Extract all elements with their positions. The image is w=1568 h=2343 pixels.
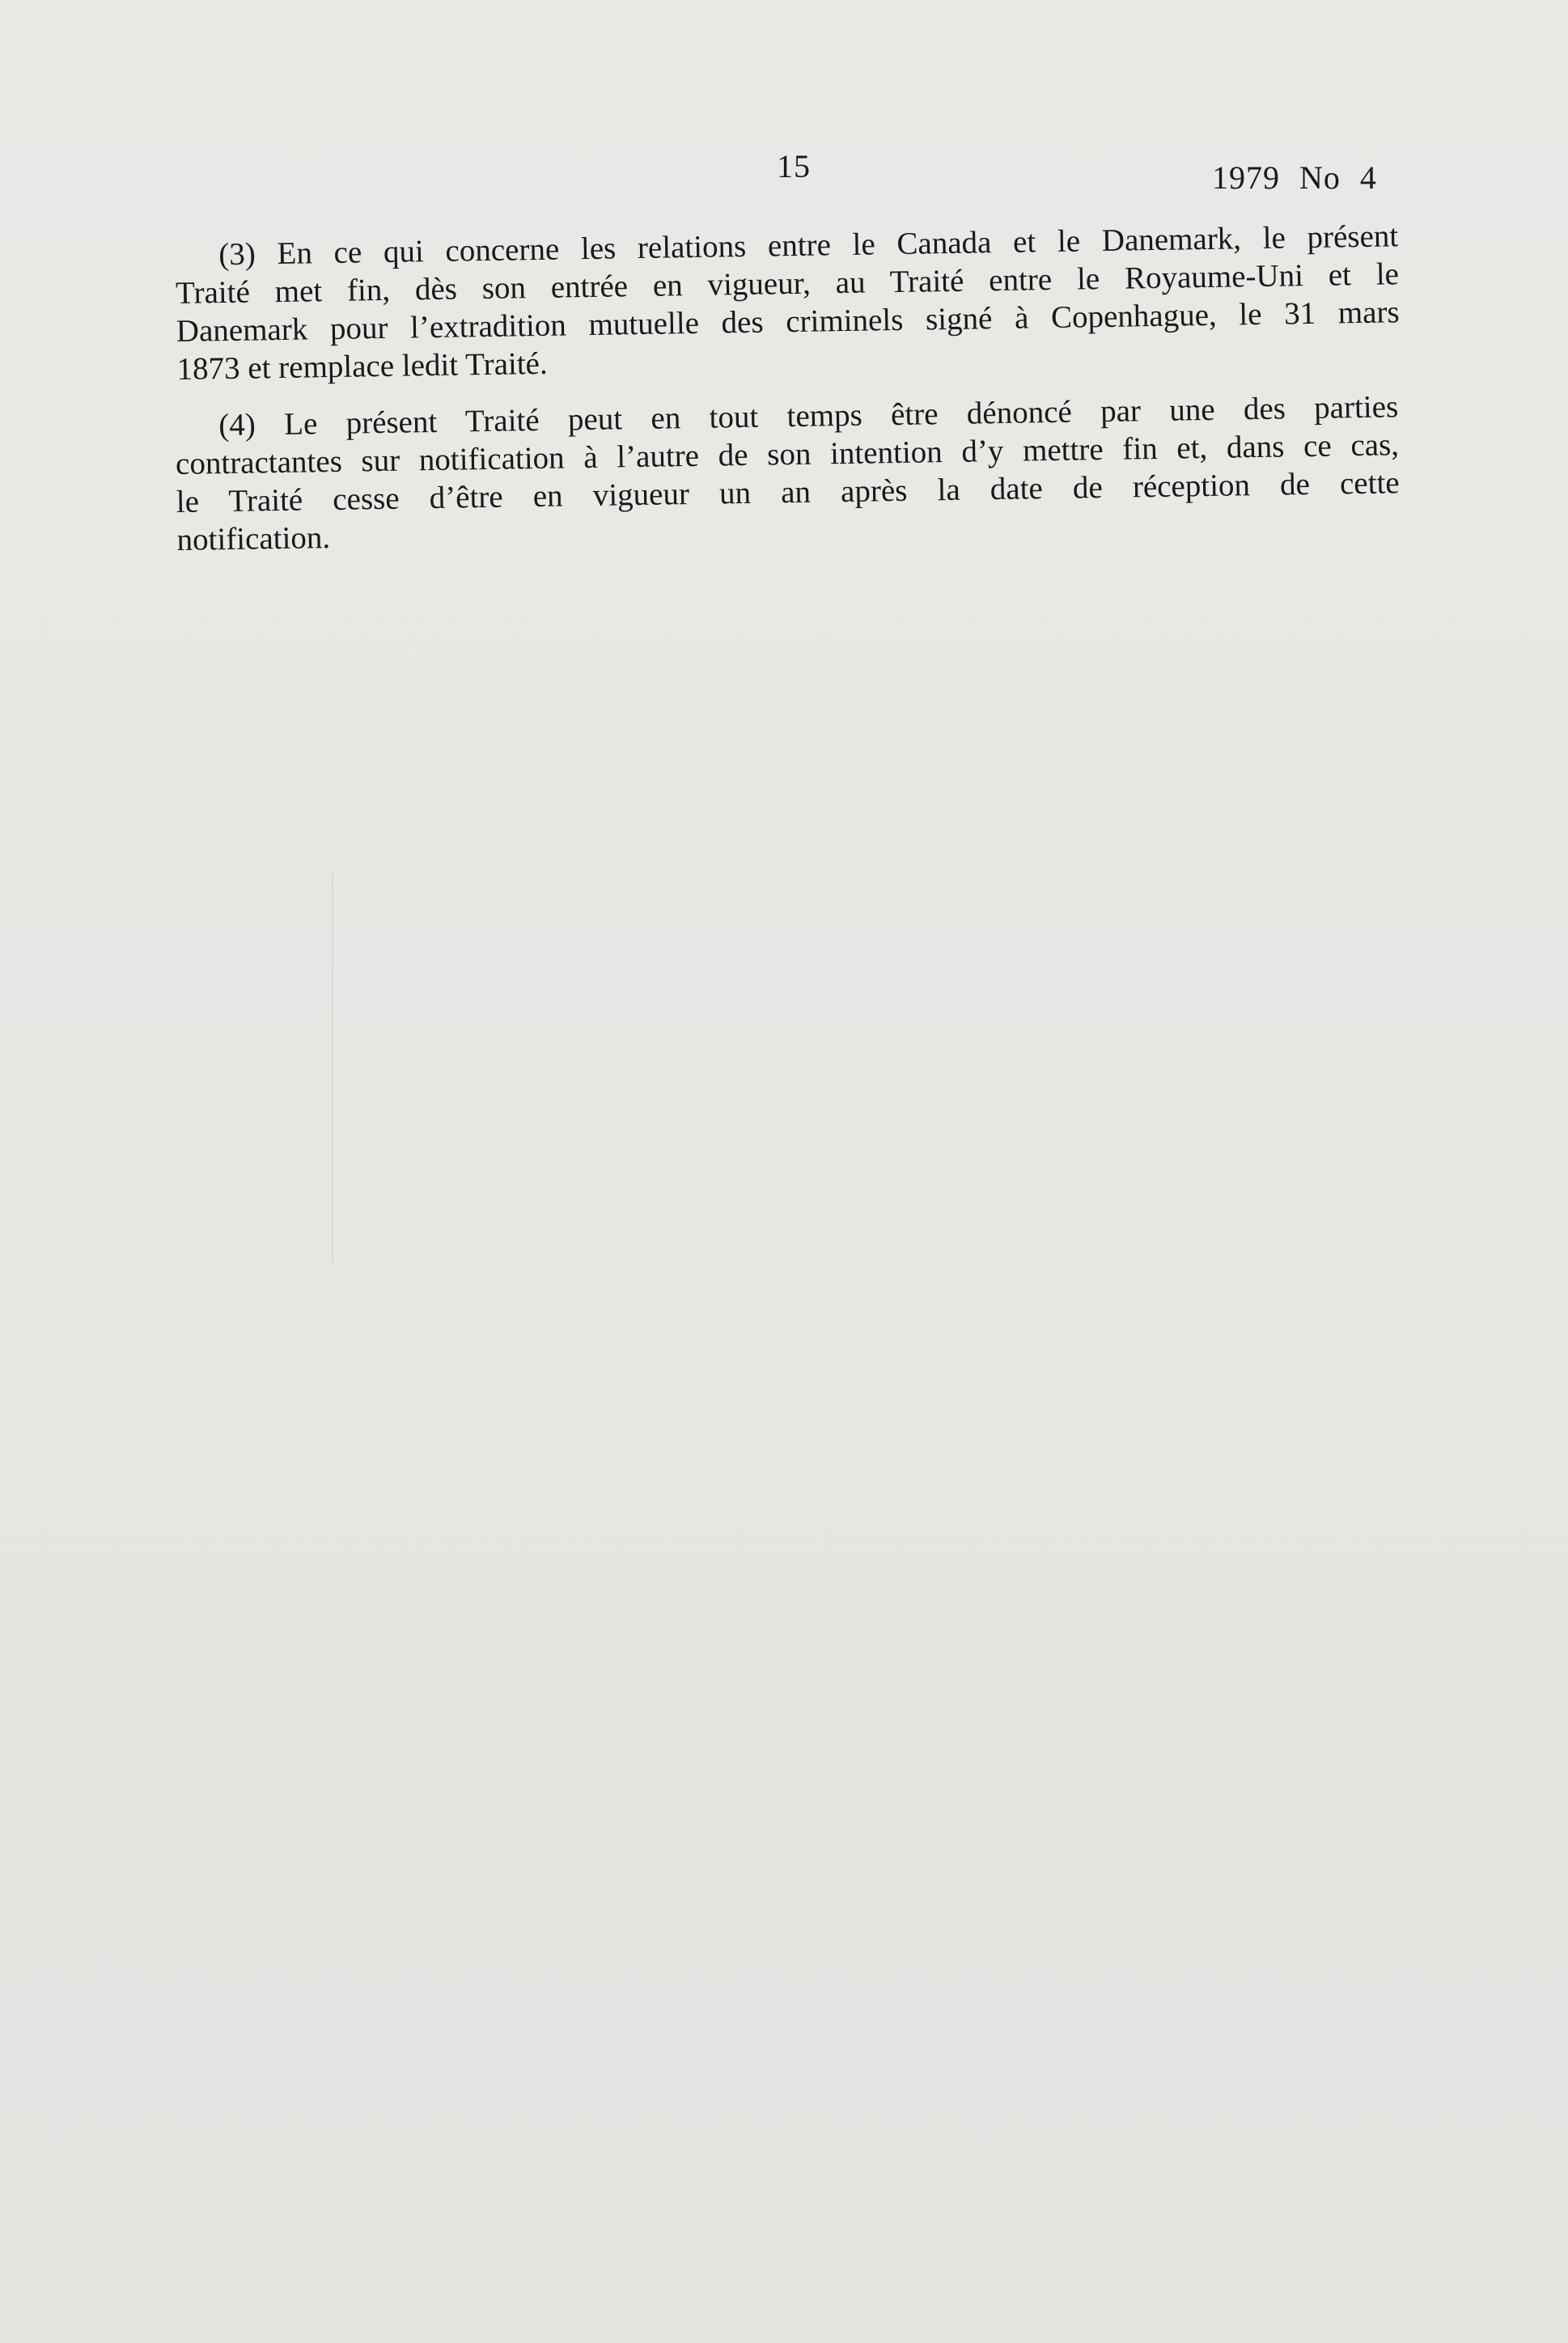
paragraph-line: notification.	[176, 520, 331, 557]
paragraph-line: 1873 et remplace ledit Traité.	[176, 345, 549, 387]
doc-number-value: 4	[1359, 159, 1377, 196]
paragraph-line: le Traité cesse d’être en vigueur un an après la date de réception de cette	[176, 465, 1400, 519]
paragraph-3	[175, 217, 1401, 388]
paragraph-4	[175, 388, 1401, 559]
page-number: 15	[777, 148, 811, 184]
paragraph-line: Traité met fin, dès son entrée en vigueur, au Traité entre le Royaume-Uni et le	[175, 256, 1400, 311]
document-reference	[1212, 159, 1377, 197]
paragraph-line: Danemark pour l’extradition mutuelle des criminels signé à Copenhague, le 31 mars	[176, 294, 1400, 349]
paragraph-line: (4) Le présent Traité peut en tout temps être dénoncé par une des parties	[218, 389, 1399, 443]
doc-year: 1979	[1212, 159, 1280, 196]
paragraph-line: (3) En ce qui concerne les relations entre le Canada et le Danemark, le présent	[218, 218, 1399, 273]
paragraph-line: contractantes sur notification à l’autre de son intention d’y mettre fin et, dans ce cas,	[175, 427, 1400, 481]
bleed-through-line	[332, 874, 333, 1262]
doc-number-label: No	[1299, 159, 1341, 196]
